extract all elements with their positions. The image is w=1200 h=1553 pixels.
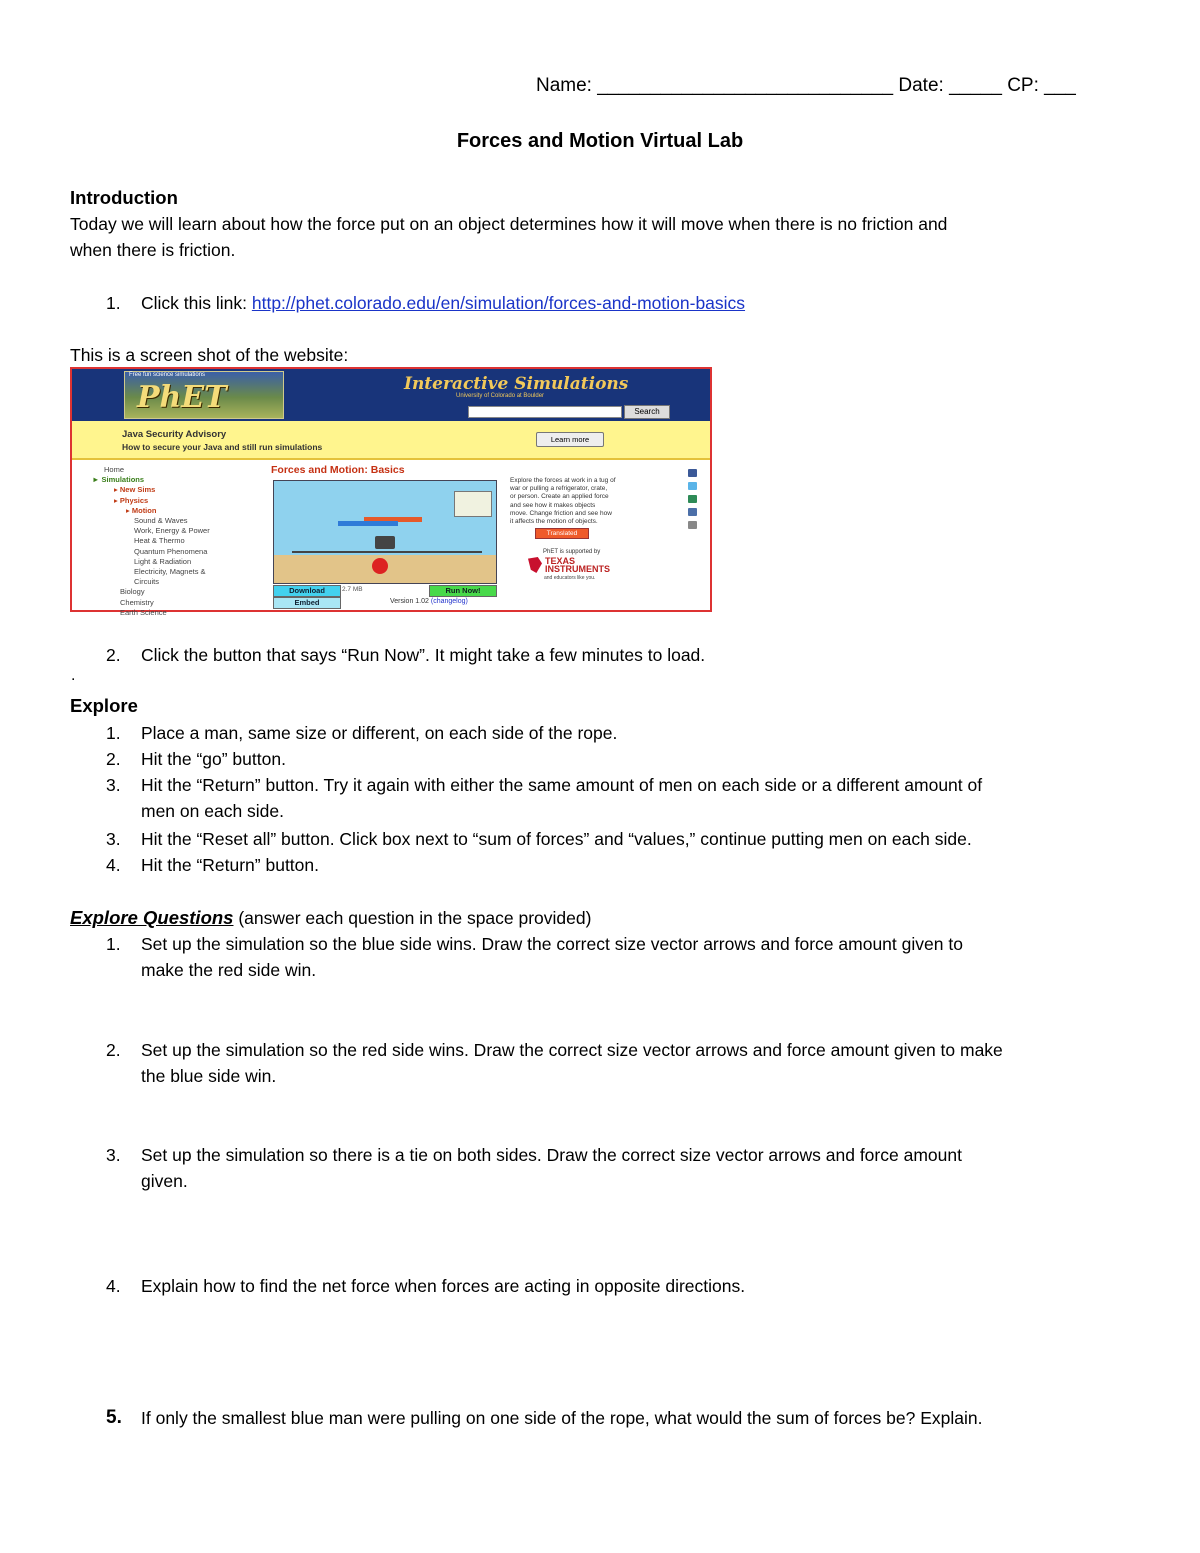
intro-paragraph-line2: when there is friction. (70, 240, 236, 260)
sim-title: Forces and Motion: Basics (271, 464, 405, 476)
question-number: 1. (106, 934, 121, 954)
nav-item: Sound & Waves (134, 516, 188, 526)
cart-icon (375, 536, 395, 549)
explore-step-number: 4. (106, 855, 121, 875)
site-side-nav (92, 465, 210, 618)
question-text: Set up the simulation so there is a tie on both sides. Draw the correct size vector arrows and force amount (141, 1145, 962, 1165)
step1-item (141, 290, 745, 316)
question-number: 5. (106, 1407, 122, 1428)
logo-tagline: Free fun science simulations (129, 372, 206, 378)
screenshot-caption: This is a screen shot of the website: (70, 345, 349, 365)
arrow-right-icon: ► (92, 475, 102, 485)
advisory-subtitle: How to secure your Java and still run simulations (122, 442, 323, 452)
introduction-heading: Introduction (70, 187, 178, 208)
phet-website-screenshot (70, 367, 712, 617)
explore-step-text: Hit the “Reset all” button. Click box next to “sum of forces” and “values,” continue putting men on each side. (141, 829, 972, 849)
question-text: Explain how to find the net force when forces are acting in opposite directions. (141, 1276, 746, 1296)
question-text-cont: given. (141, 1171, 188, 1191)
intro-paragraph-line1: Today we will learn about how the force put on an object determines how it will move when there is no friction and (70, 214, 948, 234)
sponsor-subtext: and educators like you. (544, 575, 596, 581)
step1-number: 1. (106, 293, 121, 313)
nav-item: Circuits (134, 577, 160, 587)
explore-step-text-cont: men on each side. (141, 801, 285, 821)
embed-button: Embed (273, 597, 341, 609)
nav-item: Work, Energy & Power (134, 526, 210, 536)
advisory-title: Java Security Advisory (122, 429, 227, 440)
question-number: 4. (106, 1276, 121, 1296)
question-number: 3. (106, 1145, 121, 1165)
email-icon (688, 508, 697, 516)
page-title: Forces and Motion Virtual Lab (456, 130, 744, 152)
questions-heading: Explore Questions (70, 907, 234, 928)
run-now-button: Run Now! (429, 585, 497, 597)
bullet-icon: ▸ (114, 495, 120, 505)
nav-item: Heat & Thermo (134, 536, 185, 546)
learn-more-button: Learn more (536, 432, 604, 447)
site-header-bar (72, 369, 710, 421)
texas-instruments-logo-icon (528, 557, 542, 573)
explore-step-number: 2. (106, 749, 121, 769)
nav-item: Light & Radiation (134, 556, 192, 566)
explore-step-text: Hit the “go” button. (141, 749, 286, 769)
sponsor-name: TEXAS INSTRUMENTS (545, 556, 610, 574)
explore-step-text: Hit the “Return” button. (141, 855, 319, 875)
bullet-icon: ▸ (126, 505, 132, 515)
question-text: Set up the simulation so the red side wins. Draw the correct size vector arrows and force amount given to make (141, 1040, 1003, 1060)
sim-description: Explore the forces at work in a tug of war or pulling a refrigerator, crate, or person. Create an applied force and see how it makes objects move. Change friction and see how it affects the motion of objects. (510, 477, 616, 526)
step2-text: Click the button that says “Run Now”. It might take a few minutes to load. (141, 645, 706, 665)
nav-item: Electricity, Magnets & (134, 567, 206, 577)
nav-item: ▸ Physics (114, 495, 149, 505)
sim-control-panel (454, 491, 492, 517)
stray-dot: . (71, 667, 76, 684)
phet-simulation-link[interactable]: http://phet.colorado.edu/en/simulation/forces-and-motion-basics (251, 293, 746, 313)
rope (292, 551, 482, 553)
questions-note: (answer each question in the space provided) (233, 908, 592, 928)
site-search-input (468, 406, 622, 418)
nav-item: Home (104, 465, 125, 474)
question-number: 2. (106, 1040, 121, 1060)
questions-heading-row (70, 905, 591, 931)
sim-preview-image (273, 480, 497, 584)
more-icon (688, 521, 697, 529)
question-text-cont: the blue side win. (141, 1066, 277, 1086)
interactive-simulations-banner: Interactive Simulations (404, 374, 629, 394)
explore-step-number: 3. (106, 829, 121, 849)
nav-item: Biology (120, 587, 145, 597)
nav-item: ▸ Motion (126, 505, 157, 515)
java-advisory-bar (72, 421, 710, 460)
version-text: Version 1.02 (changelog) (390, 598, 468, 605)
phet-logo (124, 371, 284, 419)
step1-text: Click this link: (141, 293, 252, 313)
question-text-cont: make the red side win. (141, 960, 317, 980)
nav-item: ▸ New Sims (114, 485, 156, 495)
banner-subtitle: University of Colorado at Boulder (456, 393, 545, 399)
explore-step-text: Place a man, same size or different, on each side of the rope. (141, 723, 618, 743)
step2-number: 2. (106, 645, 121, 665)
explore-heading: Explore (70, 695, 138, 716)
download-size: 2.7 MB (342, 586, 363, 593)
explore-step-number: 1. (106, 723, 121, 743)
bullet-icon: ▸ (114, 485, 120, 495)
question-text: If only the smallest blue man were pulling on one side of the rope, what would the sum of forces be? Explain. (141, 1408, 983, 1428)
supported-by-text: PhET is supported by (543, 549, 601, 555)
nav-item: Earth Science (120, 607, 167, 617)
twitter-icon (688, 482, 697, 490)
site-search-button: Search (624, 405, 670, 419)
explore-step-text: Hit the “Return” button. Try it again with either the same amount of men on each side or a different amount of (141, 775, 983, 795)
explore-step-number: 3. (106, 775, 121, 795)
blue-force-arrow (338, 521, 398, 526)
translated-versions-button: Translated Versions (535, 528, 589, 539)
logo-text: PhET (137, 380, 227, 415)
nav-item: Quantum Phenomena (134, 546, 208, 556)
nav-item: Chemistry (120, 597, 154, 607)
share-icon (688, 495, 697, 503)
nav-item: ► Simulations (92, 475, 145, 485)
name-date-line: Name: ____________________________ Date: _____ CP: ___ (536, 75, 1076, 96)
download-button: Download (273, 585, 341, 597)
ball-icon (372, 558, 388, 574)
facebook-icon (688, 469, 697, 477)
question-text: Set up the simulation so the blue side wins. Draw the correct size vector arrows and force amount given to (141, 934, 963, 954)
